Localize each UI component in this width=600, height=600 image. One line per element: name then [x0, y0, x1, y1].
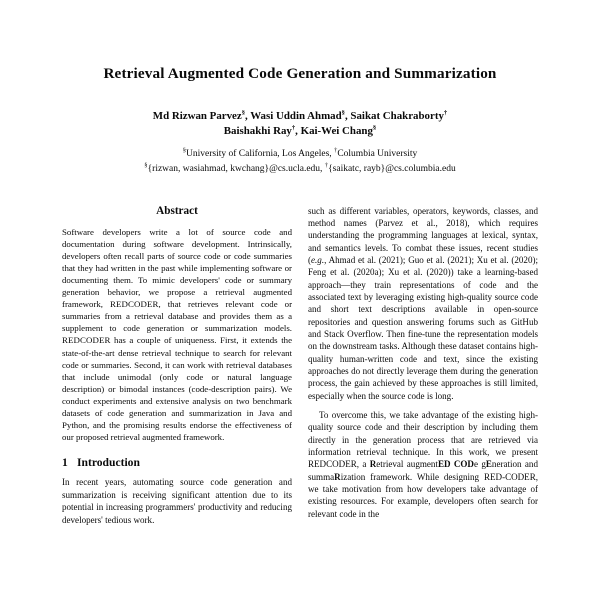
affiliation-marker: § — [372, 124, 377, 132]
acronym-letter: E — [485, 459, 492, 470]
affiliation-marker: † — [324, 161, 329, 169]
author-name: , Saikat Chakraborty — [344, 110, 444, 122]
right-column-continued-paragraph: such as different variables, operators, keywords, classes, and method names (Parvez et al., 2018), which requires understanding the programming languages at lexical, syntax, and semantics levels. To combat these issues, recent studies (e.g., Ahmad et al. (2021); Guo et al. (2021); Xu et al. (2020); Feng et al. (2020a); Xu et al. (2020)) take a learning-based approach—they train representations of code and the associated text by leveraging existing high-quality source code and short text descriptions available in open-source repositories and question answering forums such as GitHub and Stack Overflow. Then fine-tune the representation models on the downstream tasks. Although these dataset contains high-quality human-written code and text, since the existing approaches do not directly leverage them during the generation process, the gain achieved by these approaches is still limited, especially when the source code is long. — [308, 205, 538, 401]
author-name: , Wasi Uddin Ahmad — [245, 110, 342, 122]
affiliation-line — [62, 148, 538, 162]
page-title: Retrieval Augmented Code Generation and Summarization — [103, 65, 497, 82]
system-name: REDCODER — [110, 299, 159, 310]
author-name: , Kai-Wei Chang — [295, 125, 373, 138]
affiliation-name: University of California, Los Angeles, — [186, 148, 332, 159]
affiliation-marker: † — [291, 124, 296, 132]
affiliation-marker: § — [341, 109, 345, 117]
section-title: Introduction — [77, 456, 140, 470]
author-name: Md Rizwan Parvez — [152, 110, 242, 122]
author-line-2 — [62, 124, 538, 139]
section-number: 1 — [62, 456, 68, 470]
abstract-section — [62, 205, 292, 444]
left-column — [62, 205, 292, 591]
email-line — [62, 163, 538, 177]
body-columns — [62, 205, 538, 591]
right-column — [308, 205, 538, 591]
author-line-1 — [62, 109, 538, 124]
acronym-letter: ED COD — [437, 459, 474, 470]
right-column-paragraph-2: To overcome this, we take advantage of the existing high-quality source code and their description by including them directly in the generation process that are retrieved via information retrieval technique. In this work, we present REDCODER, a Retrieval augmentED CODe gEneration and summaRization framework. While designing RED-CODER, we take motivation from how developers take advantage of existing resources. For example, developers often search for relevant code in the — [308, 410, 538, 519]
author-list — [62, 109, 538, 140]
italic-text: e.g. — [311, 254, 325, 265]
abstract-text: Software developers write a lot of source code and documentation during software development. Intrinsically, developers often recall parts of source code or code summaries that they had written in the past while implementing software or documenting them. To mimic developers' code or summary generation behavior, we propose a retrieval augmented framework, REDCODER, that retrieves relevant code or summaries from a retrieval database and provides them as a supplement to code generation or summarization models. REDCODER has a couple of uniqueness. First, it extends the state-of-the-art dense retrieval technique to search for relevant code or summaries. Second, it can work with retrieval databases that include unimodal (only code or natural language description) or bimodal instances (code-description pairs). We conduct experiments and extensive analysis on two benchmark datasets of code generation and summarization in Java and Python, and the promising results endorse the effectiveness of our proposed retrieval augmented framework. — [62, 226, 292, 443]
affiliation-marker: † — [334, 146, 338, 154]
acronym-letter: R — [334, 471, 341, 482]
system-name: REDCODER — [62, 335, 111, 346]
email-address: {rizwan, wasiahmad, kwchang}@cs.ucla.edu, — [147, 163, 323, 174]
acronym-letter: R — [369, 459, 377, 470]
introduction-paragraph: In recent years, automating source code generation and summarization is receiving significant attention due to its potential in increasing programmers' productivity and reducing developers' tedious work. — [62, 477, 292, 525]
affiliation-name: Columbia University — [337, 148, 418, 159]
introduction-heading — [62, 456, 292, 469]
email-address: {saikatc, rayb}@cs.columbia.edu — [328, 163, 456, 174]
affiliation-marker: § — [182, 146, 187, 154]
affiliation-marker: † — [443, 109, 448, 117]
author-name: Baishakhi Ray — [223, 125, 292, 138]
affiliation-marker: § — [241, 109, 246, 117]
abstract-heading: Abstract — [156, 204, 198, 217]
affiliation-marker: § — [144, 161, 148, 169]
